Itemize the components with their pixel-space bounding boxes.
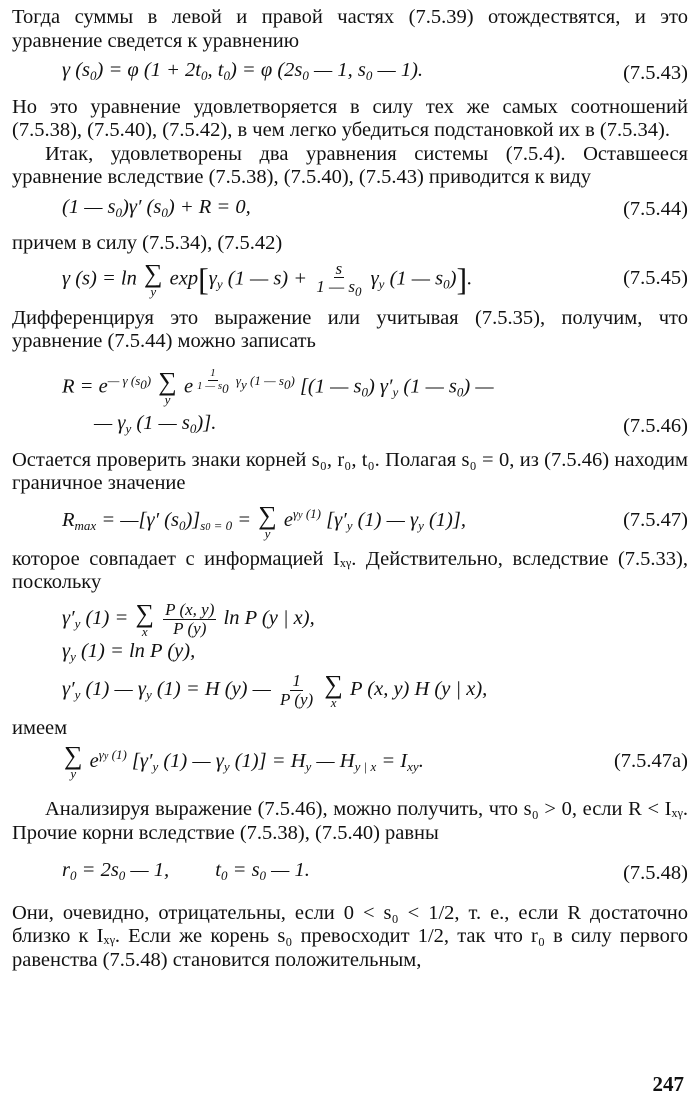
paragraph-3: Итак, удовлетворены два уравнения системы (7.5.4). Оставшееся уравнение вследствие (7.5.38), (7.5.40), (7.5.43) приводится к виду [12, 142, 688, 188]
equation-number: (7.5.47а) [613, 749, 688, 772]
paragraph-6: Остается проверить знаки корней s₀, r₀, t₀. Полагая s₀ = 0, из (7.5.46) находим граничное значение [12, 448, 688, 495]
equation-number: (7.5.43) [623, 61, 688, 84]
paragraph-10: Они, очевидно, отрицательны, если 0 < s₀ < 1/2, т. е., если R достаточно близко к Iₓᵧ. Если же корень s₀ превосходит 1/2, так что r₀ в силу первого равенства (7.5.48) становится положительным, [12, 901, 688, 971]
page-number: 247 [652, 1072, 684, 1096]
equation-7-5-46: $R = e^{— \gamma (s0)}$ ∑ y e $^{\frac{1}{1 — s0} \gamma y (1 — s0)}$ [(1 — $s_0$) $\gamma'_y$ (1 — $s_0$) — — $\gamma_y$ (1 — $s_0$)]. (7.5.46) [62, 366, 688, 437]
equation-7-5-45: γ (s) = ln ∑ y $\exp[\gamma_y$ (1 — s) + $\frac{s}{1 — s_0}$ $\gamma_y$ (1 — $s_0$)]. (7.5.45) [62, 258, 688, 300]
paragraph-5: Дифференцируя это выражение или учитывая (7.5.35), получим, что уравнение (7.5.44) можно записать [12, 306, 688, 353]
equation-number: (7.5.47) [623, 509, 688, 531]
paragraph-4: причем в силу (7.5.34), (7.5.42) [12, 232, 283, 254]
paragraph-8: имеем [12, 717, 68, 740]
equation-number: (7.5.46) [623, 414, 688, 437]
paragraph-2: Но это уравнение удовлетворяется в силу тех же самых соотношений (7.5.38), (7.5.40), (7.5.42), в чем легко убедиться подстановкой их в (7.5.34). [12, 95, 688, 141]
equation-7-5-44: (1 — $s_0)\gamma'$ $(s_0) + R = 0$, (7.5.44) [62, 195, 688, 220]
page-content [12, 6, 688, 972]
equation-7-5-48: $r_0 = 2s_0$ — 1, $t_0 = s_0$ — 1. (7.5.48) [62, 859, 688, 884]
paragraph-9: Анализируя выражение (7.5.46), можно получить, что s₀ > 0, если R < Iₓᵧ. Прочие корни вследствие (7.5.38), (7.5.40) равны [12, 798, 688, 844]
equation-number: (7.5.45) [623, 267, 688, 290]
equation-number: (7.5.48) [623, 861, 688, 884]
equation-system-gamma: $\gamma'_y$ (1) = ∑ x $\frac{P (x, y)}{P (y)}$ ln P (y | x), $\gamma_y$ (1) = ln P (y), $\gamma'_y$ (1) — $\gamma_y$ (1) = H (y) — $\frac{1}{P (y)}$ ∑ x P (x, y) H (y | x), [62, 598, 488, 711]
equation-7-5-47a: ∑ y $e^{\gamma y (1)}$ [$\gamma'_y$ (1) — $\gamma_y$ $(1)] = H_y$ — $H_{y | x} = I_{xy}$. (7.5.47а) [64, 741, 688, 782]
equation-7-5-43: γ $(s_0) = \varphi$ ($1 + 2t_0$, $t_0) = \varphi$ ($2s_0$ — 1, $s_0$ — 1). (7.5.43) [62, 59, 688, 84]
paragraph-1: Тогда суммы в левой и правой частях (7.5.39) отождествятся, и это уравнение сведется к уравнению [12, 6, 688, 52]
equation-7-5-47: $R_{max}$ = —[γ′ $(s_0)]_{s0 = 0}$ = ∑ y $e^{\gamma y (1)}$ [$\gamma'_y$ (1) — $\gamma_y$ (1)], (7.5.47) [62, 500, 688, 541]
paragraph-7: которое совпадает с информацией Iₓᵧ. Действительно, вследствие (7.5.33), поскольку [12, 547, 688, 594]
equation-number: (7.5.44) [623, 198, 688, 220]
